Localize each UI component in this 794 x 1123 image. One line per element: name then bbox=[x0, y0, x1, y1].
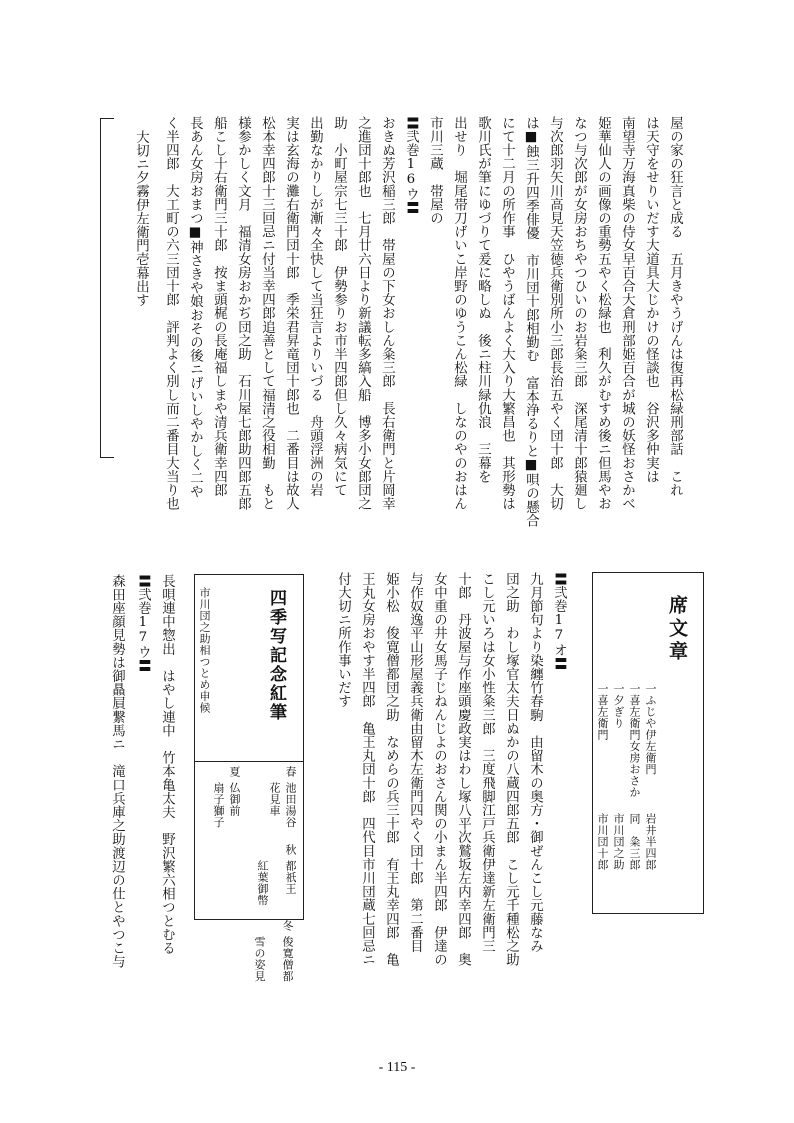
text-line: 与作奴逸平山形屋義兵衛由留木左衛門四やく団十郎 第二番目 bbox=[407, 572, 423, 953]
text-line: 王丸女房おやす半四郎 亀王丸団十郎 四代目市川団蔵七回忌ニ bbox=[359, 572, 375, 967]
banner-actor: 同 粂三郎 bbox=[628, 813, 641, 871]
banner-actor: 岩井半四郎 bbox=[644, 813, 657, 871]
season-label: 春 bbox=[284, 766, 297, 778]
section-bracket bbox=[100, 118, 114, 458]
season-piece: 池田湯谷 bbox=[284, 782, 297, 828]
text-line: 団之助 わし塚官太夫日ぬかの八蔵四郎五郎 こし元千種松之助 bbox=[503, 572, 519, 967]
text-line: 之進団十郎也 七月廿六日より新議転多縞入船 博多小女郎団之 bbox=[355, 116, 371, 511]
season-piece: 俊寛僧都 bbox=[281, 936, 294, 982]
season-label: 冬 bbox=[281, 920, 294, 932]
kinen-title: 四季写記念紅筆 bbox=[266, 589, 286, 722]
text-line: 出勤なかりしが漸々全快して当狂言よりいづる 舟頭浮洲の岩 bbox=[307, 116, 323, 497]
volume-marker: 〓弐巻16ウ〓 bbox=[403, 116, 419, 215]
banner-role: 一喜左衛門 bbox=[596, 683, 609, 741]
text-line: 出せり 堀尾帯刀げいこ岸野のゆうこん松緑 しなのやのおはん bbox=[451, 116, 467, 511]
text-line: は天守をせりいだす大道具大じかけの怪談也 谷沢多仲実は bbox=[643, 116, 659, 484]
text-line: 様参かしく文月 福清女房おかぢ団之助 石川屋七郎助四郎五郎 bbox=[235, 116, 251, 511]
season-label: 秋 bbox=[284, 844, 297, 856]
banner-role: 一夕ぎり bbox=[612, 683, 625, 729]
text-line: 付大切ニ所作事いだす bbox=[335, 572, 351, 708]
season-piece: 紅葉御幣 bbox=[256, 860, 269, 906]
text-line: 九月節句より染纏竹春駒 由留木の奥方・御ぜんこし元藤なみ bbox=[527, 572, 543, 953]
text-line: 松本幸四郎十三回忌ニ付当幸四郎追善として福清之役相勤 もと bbox=[259, 116, 275, 511]
text-line: にて十二月の所作事 ひやうばんよく大入り大繁昌也 其形勢は bbox=[499, 116, 515, 511]
text-line: く半四郎 大工町の六三団十郎 評判よく別し而二番目大当り也 bbox=[163, 116, 179, 511]
text-line: なつ与次郎が女房おちやつひいのお岩粂三郎 深尾清十郎猿廻し bbox=[571, 116, 587, 511]
banner-role: 一ふじや伊左衛門 bbox=[644, 683, 657, 775]
text-line: 船こし十右衛門三十郎 按ま頭梶の長庵福しまや清兵衛幸四郎 bbox=[211, 116, 227, 497]
text-line: 与次郎羽矢川高見天笠徳兵衛別所小三郎長治五やく団十郎 大切 bbox=[547, 116, 563, 511]
page-number: - 115 - bbox=[378, 1060, 416, 1075]
text-line: 森田座顔見勢は御贔屓繋馬ニ 滝口兵庫之助渡辺の仕とやつこ与 bbox=[109, 574, 125, 969]
banner-actor: 市川団十郎 bbox=[596, 813, 609, 871]
volume-marker: 〓弐巻17オ〓 bbox=[551, 572, 567, 671]
text-line: 姫華仙人の画像の重勢五やく松緑也 利久がむすめ後ニ但馬やお bbox=[595, 116, 611, 511]
kinen-subtitle: 市川団之助相つとめ申候 bbox=[198, 587, 211, 714]
text-line: 大切ニ夕霧伊左衛門壱幕出す bbox=[133, 130, 149, 307]
text-line: 助 小町屋宗七三十郎 伊勢参りお市半四郎但し久々病気にて bbox=[331, 116, 347, 497]
volume-marker: 〓弐巻17ウ〓 bbox=[135, 574, 151, 673]
text-line: 姫小松 俊寛僧都団之助 なめらの兵三十郎 有王丸幸四郎 亀 bbox=[383, 572, 399, 967]
text-line: 長唄連中惣出 はやし連中 竹本亀太夫 野沢繁六相つとむる bbox=[159, 574, 175, 955]
season-piece: 雪の姿見 bbox=[253, 936, 266, 982]
season-label: 夏 bbox=[228, 766, 241, 778]
banner-box bbox=[592, 572, 704, 914]
text-line: 市川三蔵 帯屋の bbox=[427, 116, 443, 225]
banner-actor: 市川団之助 bbox=[612, 813, 625, 871]
season-piece: 仏御前 bbox=[228, 782, 241, 817]
season-piece: 都祇王 bbox=[284, 860, 297, 895]
season-piece: 花見車 bbox=[268, 782, 281, 817]
text-line: 実は玄海の灘右衛門団十郎 季栄君昇竜団十郎也 二番目は故人 bbox=[283, 116, 299, 511]
text-line: おきぬ芳沢稲三郎 帯屋の下女おしん粂三郎 長右衛門と片岡幸 bbox=[379, 116, 395, 511]
text-line: 長あん女房おまつ■神さきや娘おその後ニげいしやかしく二や bbox=[187, 116, 203, 499]
banner-title: 席文章 bbox=[666, 595, 688, 664]
text-line: 女中重の井女馬子じねんじよのおさん関の小まん半四郎 伊達の bbox=[431, 572, 447, 967]
season-grid bbox=[194, 761, 304, 920]
text-line: は■蝕三升四季俳優 市川団十郎相勤む 富本浄るりと■唄の懸合 bbox=[523, 116, 539, 528]
season-piece: 扇子獅子 bbox=[212, 782, 225, 828]
text-line: 歌川氏が筆にゆづりて爰に略しぬ 後ニ柱川緑仇浪 三幕を bbox=[475, 116, 491, 484]
text-line: こし元いろは女小性粂三郎 三度飛脚江戸兵衛伊達新左衛門三 bbox=[479, 572, 495, 953]
text-line: 十郎 丹波屋与作座頭慶政実はわし塚八平次鷲坂左内幸四郎 奥 bbox=[455, 572, 471, 967]
kinen-box bbox=[194, 574, 304, 920]
text-line: 屋の家の狂言と成る 五月きやうげんは復再松緑刑部話 これ bbox=[667, 116, 683, 497]
text-line: 南望寺万海真柴の侍女早百合大倉刑部姫百合が城の妖怪おさかべ bbox=[619, 116, 635, 511]
banner-role: 一喜左衛門女房おさか bbox=[628, 683, 641, 798]
